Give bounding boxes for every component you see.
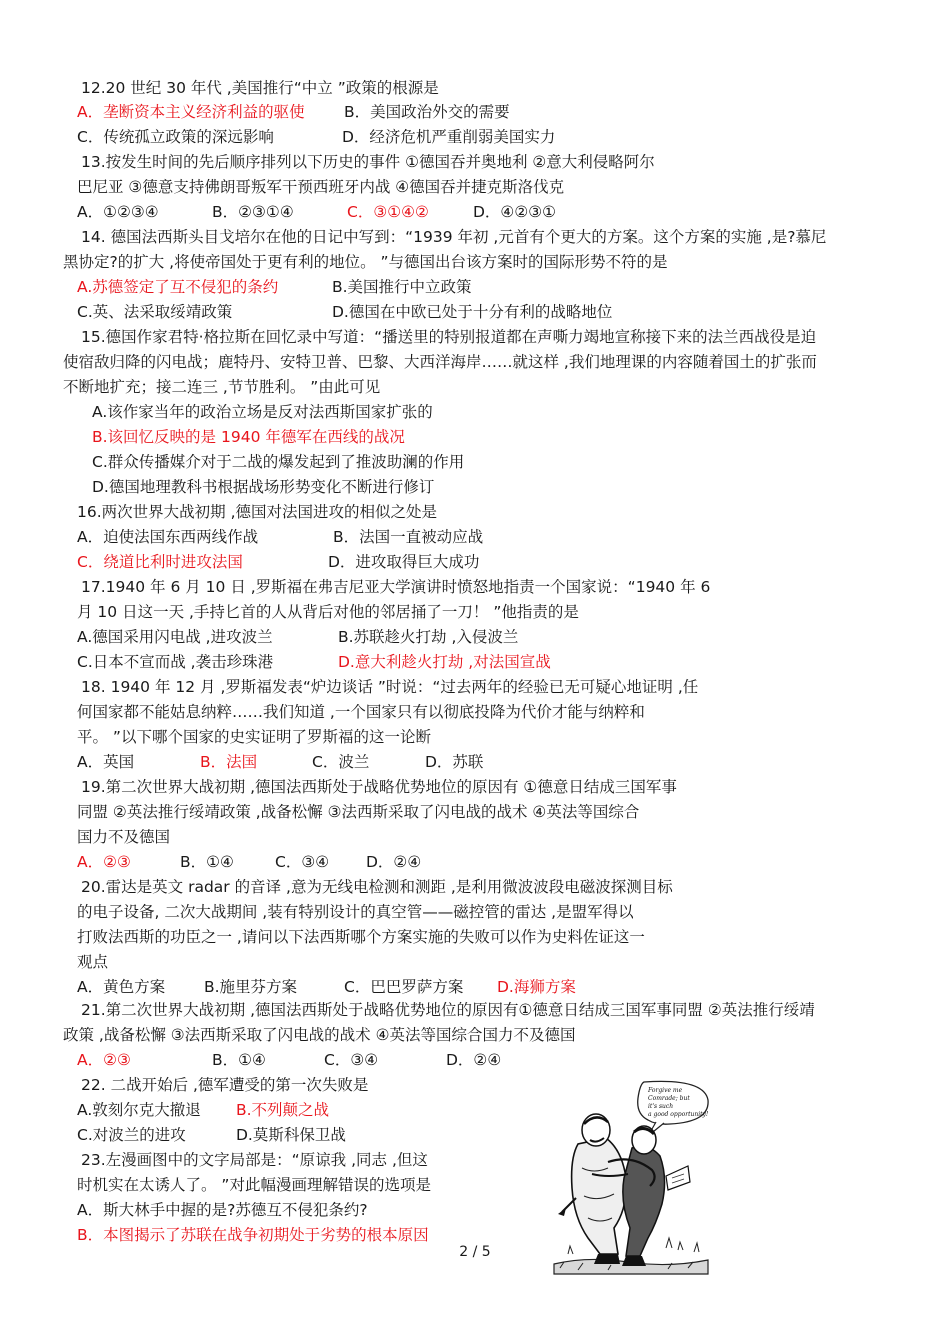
answer-option: C．巴巴罗萨方案 [344,978,464,996]
answer-option: A．②③ [77,853,131,871]
answer-option: C．③④ [275,853,330,871]
question-text: 政策 ,战备松懈 ③法西斯采取了闪电战的战术 ④英法等国综合国力不及德国 [63,1026,576,1044]
answer-option: D．进攻取得巨大成功 [328,553,480,571]
answer-option: D．②④ [366,853,422,871]
question-text: 18. 1940 年 12 月 ,罗斯福发表“炉边谈话 ”时说：“过去两年的经验已无可疑心地证明 ,任 [81,678,699,696]
answer-option: D．④②③① [473,203,557,221]
question-text: 使宿敌归降的闪电战；鹿特丹、安特卫普、巴黎、大西洋海岸……就这样 ,我们地理课的内容随着国土的扩张而 [63,353,817,371]
answer-option: C．③④ [324,1051,379,1069]
question-text: 15.德国作家君特·格拉斯在回忆录中写道：“播送里的特别报道都在声嘶力竭地宣称接下来的法兰西战役是迫 [81,328,817,346]
answer-option: B．本图揭示了苏联在战争初期处于劣势的根本原因 [77,1226,429,1244]
question-text: 12.20 世纪 30 年代 ,美国推行“中立 ”政策的根源是 [81,79,439,97]
answer-option: B．法国一直被动应战 [333,528,484,546]
answer-option: B.施里芬方案 [204,978,298,996]
answer-option: A．迫使法国东西两线作战 [77,528,259,546]
question-text: 22. 二战开始后 ,德军遭受的第一次失败是 [81,1076,369,1094]
answer-option: C．绕道比利时进攻法国 [77,553,243,571]
answer-option: B.该回忆反映的是 1940 年德军在西线的战况 [92,428,405,446]
question-text: 国力不及德国 [77,828,171,846]
answer-option: A.苏德签定了互不侵犯的条约 [77,278,279,296]
page-number: 2 / 5 [459,1244,491,1260]
question-text: 20.雷达是英文 radar 的音译 ,意为无线电检测和测距 ,是利用微波波段电磁波探测目标 [81,878,673,896]
svg-text:a good opportunity!: a good opportunity! [648,1111,709,1118]
answer-option: D.海狮方案 [497,978,576,996]
question-text: 23.左漫画图中的文字局部是：“原谅我 ,同志 ,但这 [81,1151,428,1169]
question-text: 月 10 日这一天 ,手持匕首的人从背后对他的邻居捅了一刀！ ”他指责的是 [77,603,579,621]
answer-option: B.苏联趁火打劫 ,入侵波兰 [338,628,519,646]
answer-option: A．垄断资本主义经济利益的驱使 [77,103,305,121]
question-text: 观点 [77,953,109,971]
answer-option: A．①②③④ [77,203,159,221]
answer-option: A.德国采用闪电战 ,进攻波兰 [77,628,273,646]
svg-text:Comrade; but: Comrade; but [648,1095,690,1102]
answer-option: B．②③①④ [212,203,294,221]
answer-option: C．传统孤立政策的深远影响 [77,128,274,146]
answer-option: B．①④ [212,1051,266,1069]
answer-option: A．斯大林手中握的是?苏德互不侵犯条约? [77,1201,368,1219]
question-text: 19.第二次世界大战初期 ,德国法西斯处于战略优势地位的原因有 ①德意日结成三国军事 [81,778,677,796]
question-text: 13.按发生时间的先后顺序排列以下历史的事件 ①德国吞并奥地利 ②意大利侵略阿尔 [81,153,655,171]
question-text: 14. 德国法西斯头目戈培尔在他的日记中写到：“1939 年初 ,元首有个更大的方案。这个方案的实施 ,是?慕尼 [81,228,827,246]
svg-text:it's such: it's such [648,1103,674,1110]
answer-option: D．苏联 [425,753,484,771]
answer-option: D.德国在中欧已处于十分有利的战略地位 [332,303,613,321]
answer-option: B．美国政治外交的需要 [344,103,510,121]
answer-option: B.美国推行中立政策 [332,278,472,296]
answer-option: C.日本不宣而战 ,袭击珍珠港 [77,653,274,671]
question-text: 黑协定?的扩大 ,将使帝国处于更有利的地位。 ”与德国出台该方案时的国际形势不符的是 [63,253,668,271]
answer-option: A．英国 [77,753,135,771]
answer-option: A.敦刻尔克大撤退 [77,1101,201,1119]
answer-option: D.德国地理教科书根据战场形势变化不断进行修订 [92,478,435,496]
answer-option: B．法国 [200,753,258,771]
answer-option: C．波兰 [312,753,370,771]
answer-option: A．黄色方案 [77,978,166,996]
question-text: 打败法西斯的功臣之一 ,请问以下法西斯哪个方案实施的失败可以作为史料佐证这一 [77,928,645,946]
question-text: 16.两次世界大战初期 ,德国对法国进攻的相似之处是 [77,503,438,521]
answer-option: B.不列颠之战 [236,1101,330,1119]
answer-option: D．经济危机严重削弱美国实力 [342,128,556,146]
question-text: 平。 ”以下哪个国家的史实证明了罗斯福的这一论断 [77,728,431,746]
answer-option: B．①④ [180,853,234,871]
answer-option: C．③①④② [347,203,429,221]
question-text: 何国家都不能姑息纳粹……我们知道 ,一个国家只有以彻底投降为代价才能与纳粹和 [77,703,645,721]
answer-option: D.莫斯科保卫战 [236,1126,346,1144]
answer-option: D.意大利趁火打劫 ,对法国宣战 [338,653,551,671]
answer-option: C.英、法采取绥靖政策 [77,303,233,321]
question-text: 时机实在太诱人了。 ”对此幅漫画理解错误的选项是 [77,1176,431,1194]
question-text: 巴尼亚 ③德意支持佛朗哥叛军干预西班牙内战 ④德国吞并捷克斯洛伐克 [77,178,565,196]
answer-option: C.群众传播媒介对于二战的爆发起到了推波助澜的作用 [92,453,465,471]
question-text: 同盟 ②英法推行绥靖政策 ,战备松懈 ③法西斯采取了闪电战的战术 ④英法等国综合 [77,803,640,821]
svg-text:Forgive me: Forgive me [648,1087,683,1094]
question-text: 的电子设备, 二次大战期间 ,装有特别设计的真空管——磁控管的雷达 ,是盟军得以 [77,903,634,921]
question-text: 17.1940 年 6 月 10 日 ,罗斯福在弗吉尼亚大学演讲时愤怒地指责一个国家说：“1940 年 6 [81,578,711,596]
answer-option: A.该作家当年的政治立场是反对法西斯国家扩张的 [92,403,433,421]
answer-option: A．②③ [77,1051,131,1069]
answer-option: C.对波兰的进攻 [77,1126,186,1144]
question-text: 不断地扩充；接二连三 ,节节胜利。 ”由此可见 [63,378,381,396]
question-text: 21.第二次世界大战初期 ,德国法西斯处于战略优势地位的原因有①德意日结成三国军事同盟 ②英法推行绥靖 [81,1001,815,1019]
answer-option: D．②④ [446,1051,502,1069]
